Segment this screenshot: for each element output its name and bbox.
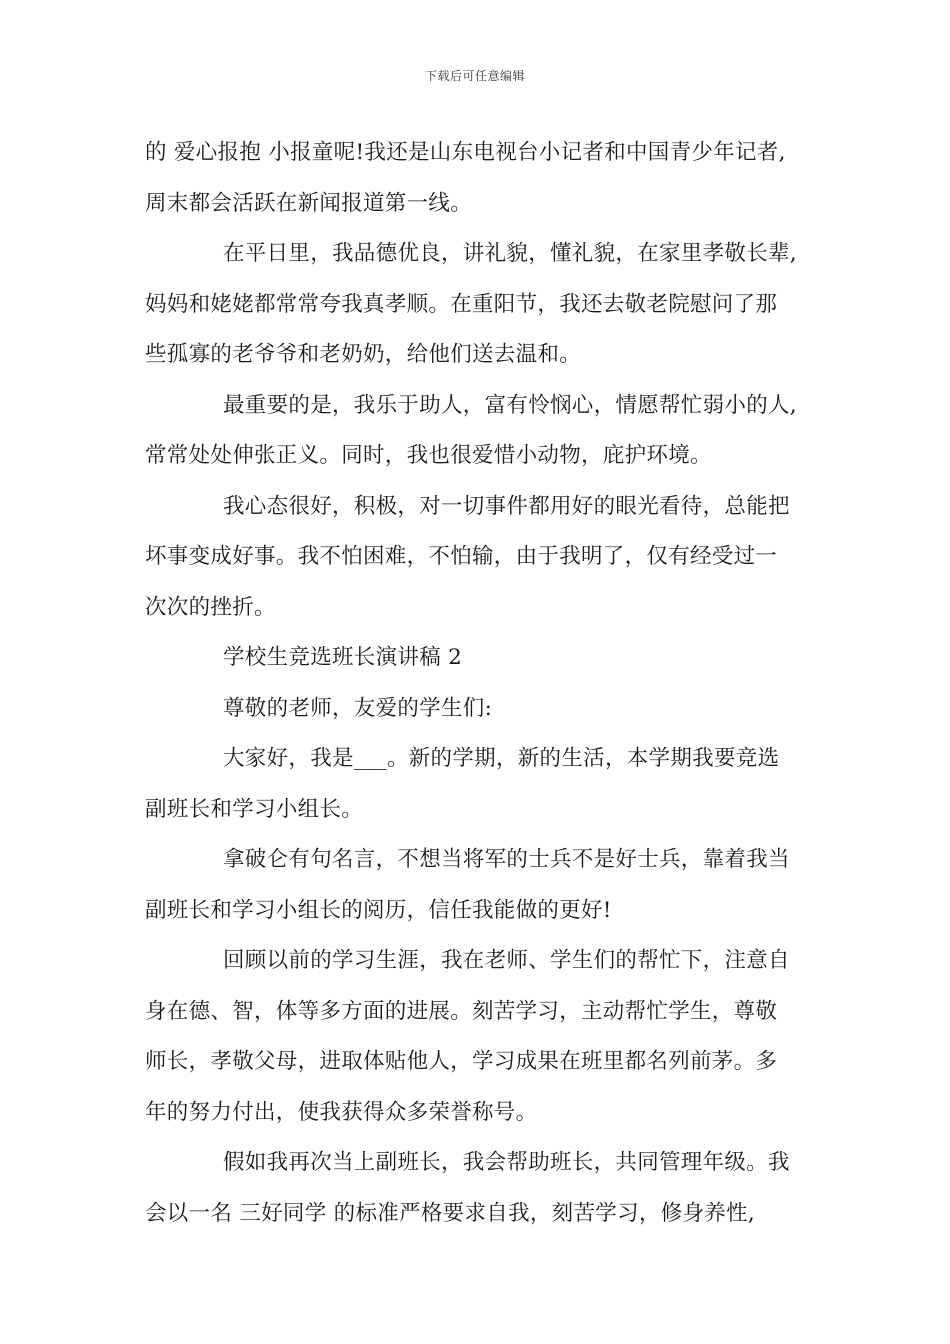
document-body: [145, 128, 815, 1239]
text-line: 妈妈和姥姥都常常夸我真孝顺。在重阳节，我还去敬老院慰问了那: [145, 291, 778, 317]
salutation: 尊敬的老师，友爱的学生们:: [223, 695, 493, 721]
text-line: 常常处处伸张正义。同时，我也很爱惜小动物，庇护环境。: [145, 443, 712, 468]
text-line: 坏事变成好事。我不怕困难，不怕输，由于我明了，仅有经受过一: [145, 544, 778, 569]
text-line: 我心态很好，积极，对一切事件都用好的眼光看待，总能把: [223, 493, 790, 519]
section-title: 学校生竞选班长演讲稿 2: [223, 645, 463, 670]
text-line: 副班长和学习小组长的阅历，信任我能做的更好!: [145, 897, 612, 923]
text-line: 些孤寡的老爷爷和老奶奶，给他们送去温和。: [145, 342, 582, 367]
text-line: 次次的挫折。: [145, 594, 276, 620]
text-line: 的 爱心报抱 小报童呢!我还是山东电视台小记者和中国青少年记者,: [145, 140, 786, 165]
text-line: 会以一名 三好同学 的标准严格要求自我，刻苦学习，修身养性,: [145, 1200, 756, 1226]
text-line: 大家好，我是___。新的学期，新的生活，本学期我要竞选: [223, 746, 780, 771]
text-line: 周末都会活跃在新闻报道第一线。: [145, 190, 473, 216]
page-header: 下载后可任意编辑: [424, 69, 525, 83]
text-line: 年的努力付出，使我获得众多荣誉称号。: [145, 1099, 538, 1125]
text-line: 在平日里，我品德优良，讲礼貌，懂礼貌，在家里孝敬长辈,: [223, 241, 797, 266]
text-line: 最重要的是，我乐于助人，富有怜悯心，情愿帮忙弱小的人,: [223, 392, 797, 418]
text-line: 假如我再次当上副班长，我会帮助班长，共同管理年级。我: [223, 1150, 790, 1175]
text-line: 副班长和学习小组长。: [145, 796, 364, 822]
text-line: 身在德、智，体等多方面的进展。刻苦学习，主动帮忙学生，尊敬: [145, 998, 778, 1024]
text-line: 回顾以前的学习生涯，我在老师、学生们的帮忙下，注意自: [223, 948, 790, 973]
text-line: 拿破仑有句名言，不想当将军的士兵不是好士兵，靠着我当: [223, 847, 790, 872]
text-line: 师长，孝敬父母，进取体贴他人，学习成果在班里都名列前茅。多: [145, 1049, 778, 1074]
